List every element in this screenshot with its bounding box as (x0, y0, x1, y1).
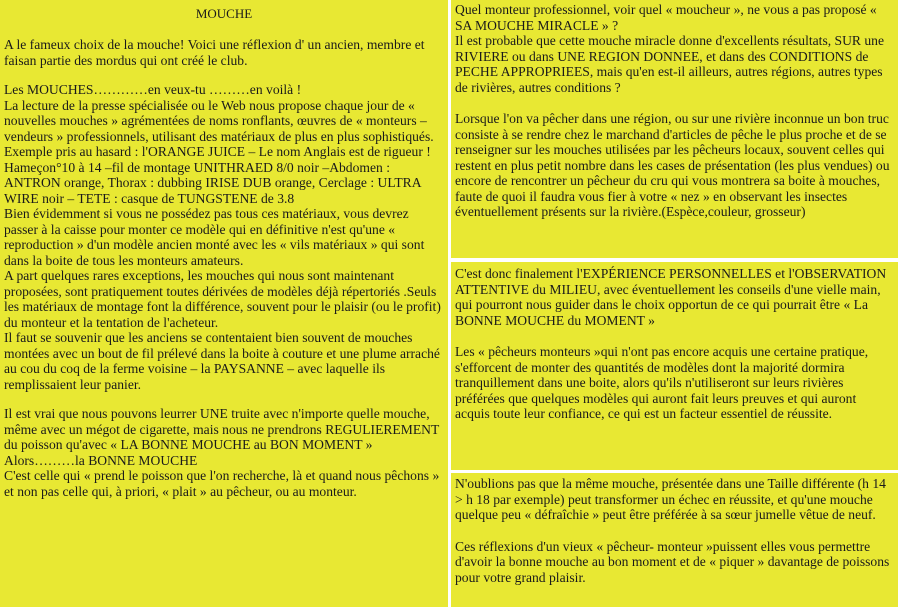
spacer (455, 328, 894, 344)
paragraph-anciens: Il faut se souvenir que les anciens se contentaient bien souvent de mouches montées avec un bout de fil prélevé dans la boite à couture et une plume arraché au cou du coq de la ferme voisine – la PAYSANNE – avec laquelle ils remplissaient leur panier. (4, 330, 440, 392)
paragraph-alors: Alors………la BONNE MOUCHE (4, 452, 198, 468)
paragraph-hamecon: Hameçon°10 à 14 –fil de montage UNITHRAED 8/0 noir –Abdomen : ANTRON orange, Thorax : dubbing IRISE DUB orange, Cerclage : ULTRA WIRE noir – TETE : casque de TUNGSTENE de 3.8 (4, 159, 421, 206)
paragraph-celle-qui: C'est celle qui « prend le poisson que l'on recherche, là et quand nous pêchons » et non pas celle qui, à priori, « plait » au pêcheur, ou au monteur. (4, 468, 440, 499)
paragraph-intro: A le fameux choix de la mouche! Voici une réflexion d' un ancien, membre et faisan partie des mordus qui ont créé le club. (4, 37, 425, 68)
spacer (455, 95, 894, 111)
paragraph-monteur: Quel monteur professionnel, voir quel « moucheur », ne vous a pas proposé « SA MOUCHE MIRACLE » ? (455, 2, 877, 33)
paragraph-presse: La lecture de la presse spécialisée ou le Web nous propose chaque jour de « nouvelles mouches » agrémentées de noms ronflants, œuvres de « monteurs – vendeurs » professionnels, utilisant des matériaux de plus en plus sophistiqués. (4, 97, 434, 144)
paragraph-taille: N'oublions pas que la même mouche, présentée dans une Taille différente (h 14 > h 18 par exemple) peut transformer un échec en réussite, et qu'une mouche quelque peu « défraîchie » peut être préférée à sa sœur jumelle vêtue de neuf. (455, 476, 886, 522)
paragraph-pecheurs-monteurs: Les « pêcheurs monteurs »qui n'ont pas encore acquis une certaine pratique, s'efforcent de monter des quantités de modèles dont la majorité dormira tranquillement dans une boite, alors qu'ils n'utiliseront sur leurs rivières préférées que quelques modèles qui auront fait leurs preuves et qui auront acquis toute leur confiance, ce qui est un facteur essentiel de réussite. (455, 344, 869, 421)
spacer (455, 523, 894, 539)
article-title: MOUCHE (195, 6, 253, 21)
paragraph-experience: C'est donc finalement l'EXPÉRIENCE PERSONNELLES et l'OBSERVATION ATTENTIVE du MILIEU, avec éventuellement les conseils d'une vielle main, qui pourront nous guider dans le choix opportun de ce qui pourrait être « La BONNE MOUCHE du MOMENT » (455, 266, 887, 328)
right-bottom-block (451, 473, 898, 607)
paragraph-exemple: Exemple pris au hasard : l'ORANGE JUICE – Le nom Anglais est de rigueur ! (4, 144, 431, 159)
paragraph-materiaux: Bien évidemment si vous ne possédez pas tous ces matériaux, vous devrez passer à la caisse pour monter ce modèle qui en définitive n'est qu'une « reproduction » d'un modèle ancien monté avec les « vils matériaux » qui sont dans la boite de tous les monteurs amateurs. (4, 206, 425, 268)
paragraph-exceptions: A part quelques rares exceptions, les mouches qui nous sont maintenant proposées, sont pratiquement toutes dérivées de modèles déjà répertoriés .Seuls les matériaux de montage font la différence, souvent pour le plaisir (ou le profit) du monteur et la tentation de l'acheteur. (4, 268, 441, 330)
paragraph-miracle: Il est probable que cette mouche miracle donne d'excellents résultats, SUR une RIVIERE ou dans UNE REGION DONNEE, et dans des CONDITIONS de PECHE APPROPRIEES, mais qu'en est-il ailleurs, autres régions, autres types de rivières, autres conditions ? (455, 33, 884, 95)
left-column (0, 0, 448, 607)
paragraph-truite: Il est vrai que nous pouvons leurrer UNE truite avec n'importe quelle mouche, même avec un mégot de cigarette, mais nous ne prendrons REGULIEREMENT du poisson qu'avec « LA BONNE MOUCHE au BON MOMENT » (4, 406, 440, 452)
paragraph-mouches: Les MOUCHES…………en veux-tu ………en voilà ! (4, 82, 302, 97)
right-middle-block (451, 262, 898, 470)
spacer (4, 392, 444, 406)
right-top-block (451, 0, 898, 258)
paragraph-reflexions: Ces réflexions d'un vieux « pêcheur- monteur »puissent elles vous permettre d'avoir la bonne mouche au bon moment et de « piquer » davantage de poissons pour votre grand plaisir. (455, 538, 890, 585)
spacer (4, 68, 444, 82)
paragraph-region: Lorsque l'on va pêcher dans une région, ou sur une rivière inconnue un bon truc consiste à se rendre chez le marchand d'articles de pêche le plus proche et de se renseigner sur les mouches utilisées par les pêcheurs locaux, souvent celles qui restent en plus petit nombre dans les cases de présentation (les plus vendues) ou encore de rencontrer un pêcheur du cru qui vous montrera sa boite à mouches, faute de quoi il faudra vous fier à votre « nez » en observant les insectes éventuellement présents sur la rivière.(Espèce,couleur, grosseur) (455, 111, 890, 219)
